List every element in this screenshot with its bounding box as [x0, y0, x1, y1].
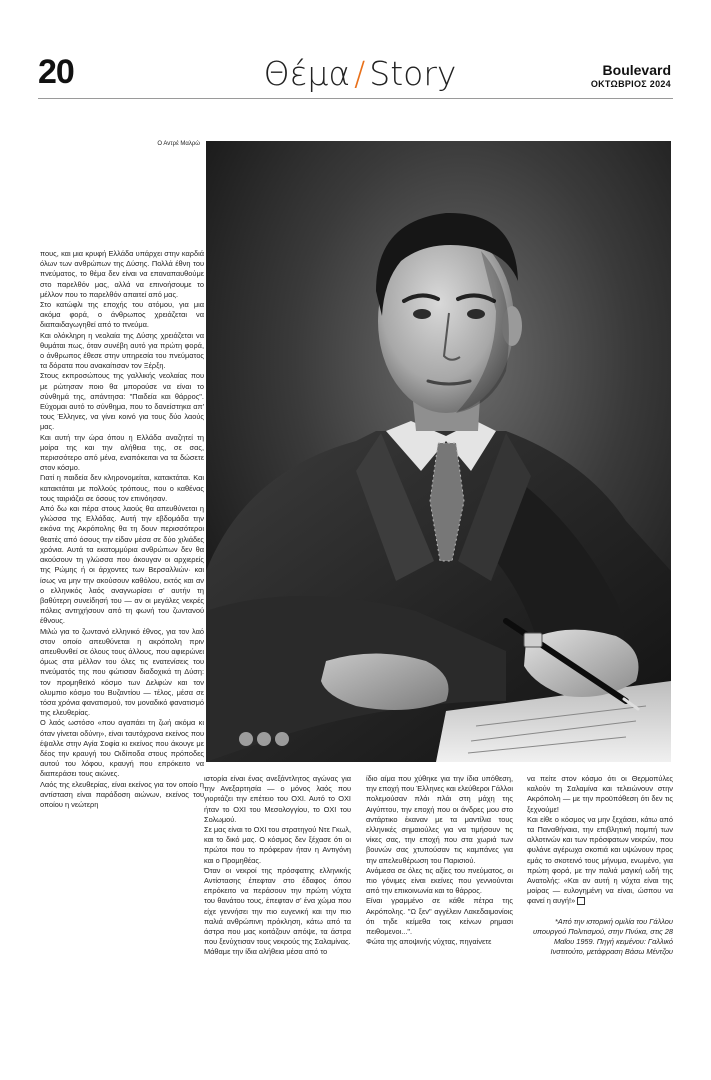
paragraph: Μιλώ για το ζωντανό ελληνικό έθνος, για τον λαό στον οποίο απευθύνεται η ακρόπολη πριν απευθυνθεί σε όλους τους άλλους, που αφιερώνει όμως στα μέλλον του όλες τις ενατενίσεις του πνεύματός της που φώτισαν διαδοχικά τη Δύση: τον προμηθεϊκό κόσμο των Δελφών και τον ολυμπιο κόσμο του Βυζαντίου — τέλος, μέσα σε τόσα χρόνια φανατισμού, τον μοναδικό φανατισμό της ελευθερίας.	[40, 626, 204, 718]
paragraph: ιστορία είναι ένας ανεξάντλητος αγώνας για την Ανεξαρτησία — ο μόνος λαός που γιορτάζει την επέτειο του ΟΧΙ. Αυτό το ΟΧΙ ήταν το ΟΧΙ του Μεσολογγίου, το ΟΧΙ του Σολωμού.	[204, 774, 351, 824]
paragraph-text: Και είθε ο κόσμος να μην ξεχάσει, κάτω από τα Παναθήναια, την επιβλητική πομπή των αλλοτινών και των πρόσφατων νεκρών, που φυλάνε αγέρωχα σκοπιά και υψώνουν προς εμάς το σκοτεινό τους μήνυμα, ενωμένο, για πρώτη φορά, με την παλιά μαγική ωδή της Ανατολής: «Και αν αυτή η νύχτα είναι της μοίρας — ευλογημένη να είναι, ώσπου να φανεί η αυγή!»	[527, 814, 673, 906]
paragraph: Και ολόκληρη η νεολαία της Δύσης χρειάζεται να θυμάται πως, όταν συνέβη αυτό για πρώτη φορά, ο άνθρωπος έθεσε στην υπηρεσία του πνεύματος τα δόρατα που ανακαίτισαν τον Ξέρξη.	[40, 330, 204, 371]
issue-date: ΟΚΤΩΒΡΙΟΣ 2024	[590, 79, 671, 89]
section-main: Θέμα	[263, 54, 351, 93]
article-credit: *Από την ιστορική ομιλία του Γάλλου υπουργού Πολιτισμού, στην Πνύκα, στις 28 Μαΐου 1959. Πηγή κειμένου: Γαλλικό Ινστιτούτο, μετάφραση Βάσω Μέντζου	[532, 916, 673, 957]
page-number: 20	[38, 53, 74, 91]
paragraph: Λαός της ελευθερίας, είναι εκείνος για τον οποίο η αντίσταση είναι παράδοση αιώνων, εκείνος του οποίου η νεώτερη	[40, 779, 204, 809]
article-column-3	[366, 774, 513, 947]
paragraph: ίδιο αίμα που χύθηκε για την ίδια υπόθεση, την εποχή που Έλληνες και ελεύθεροι Γάλλοι πολεμούσαν πλάι πλάι στη μάχη της Αιγύπτου, την εποχή που οι άνδρες μου στο αντάρτικο έκαναν με τα μαντίλια τους ελληνικές σημαιούλες για να τιμήσουν τις νίκες σας, την εποχή που στα χωριά των βουνών σας χτυπούσαν τις καμπάνες για την απελευθέρωση του Παρισιού.	[366, 774, 513, 865]
article-column-4	[527, 774, 673, 957]
paragraph: Ανάμεσα σε όλες τις αξίες του πνεύματος, οι πιο γόνιμες είναι εκείνες που γεννιούνται από την επικοινωνία και το θάρρος.	[366, 865, 513, 896]
article-column-2	[204, 774, 351, 958]
paragraph: Από δω και πέρα στους λαούς θα απευθύνεται η γλώσσα της Ελλάδας. Αυτή την εβδομάδα την εικόνα της Ακρόπολης θα τη δουν περισσότεροι θεατές από όσους την είδαν μέσα σε δύο χιλιάδες χρόνια. Αυτά τα εκατομμύρια ανθρώπων δεν θα ακούσουν τη γλώσσα που άκουγαν οι αρχιερείς της Ρώμης ή οι άρχοντες των Βερσαλλιών· και ίσως να μην την ακούσουν καθόλου, εκτός και αν ο ελληνικός λαός αναγνωρίσει σ' αυτήν τη βαθύτερη συνείδησή του — αν οι μεγάλες νεκρές πόλεις αντηχήσουν από τη φωνή του ζωντανού έθνους.	[40, 504, 204, 626]
paragraph: Γιατί η παιδεία δεν κληρονομείται, κατακτάται. Και κατακτάται με πολλούς τρόπους, που ο καθένας τους ταιριάζει σε όσους τον επινόησαν.	[40, 473, 204, 503]
paragraph: Ο λαός ωστόσο «που αγαπάει τη ζωή ακόμα κι όταν γίνεται οδύνη», είναι ταυτόχρονα εκείνος που έψαλλε στην Αγία Σοφία κι εκείνος που άκουγε με δέος την κραυγή του Οιδίποδα στους πρόποδες αυτού του λόφου, κραυγή που επρόκειτο να διαπεράσει τους αιώνες.	[40, 718, 204, 779]
article-column-1	[40, 249, 204, 810]
paragraph: Στους εκπροσώπους της γαλλικής νεολαίας που με ρώτησαν ποιο θα μπορούσε να είναι το σύνθημά της, απάντησα: "Παιδεία και θάρρος". Εύχομαι αυτό το σύνθημα, που το δανείστηκα απ' τους Έλληνες, να γίνει κοινό για τους δύο λαούς μας.	[40, 371, 204, 432]
section-title	[245, 52, 475, 96]
paragraph	[527, 815, 673, 907]
paragraph: Και αυτή την ώρα όπου η Ελλάδα αναζητεί τη μοίρα της και την αλήθεια της, σε σας, περισσότερο από μένα, εναπόκειται να τα δώσετε στον κόσμο.	[40, 432, 204, 473]
paragraph: Σε μας είναι το ΟΧΙ του στρατηγού Ντε Γκωλ, και το δικό μας. Ο κόσμος δεν ξέχασε ότι οι πρώτοι που το πρόφεραν ήταν η Αντιγόνη και ο Προμηθέας.	[204, 825, 351, 865]
paragraph: να πείτε στον κόσμο ότι οι Θερμοπύλες καλούν τη Σαλαμίνα και τελειώνουν στην Ακρόπολη — με την προϋπόθεση ότι δεν τις ξεχνούμε!	[527, 774, 673, 814]
section-separator: /	[354, 54, 366, 93]
paragraph: Είναι γραμμένο σε κάθε πέτρα της Ακρόπολης. "Ω ξεν" αγγέλειν Λακεδαιμονίοις ότι τηδε κείμεθα τοις κείνων ρημασι πειθομενοι...".	[366, 896, 513, 937]
brand-name: Boulevard	[602, 62, 671, 78]
photo-caption: Ο Αντρέ Μαλρώ	[157, 141, 200, 147]
brand	[591, 62, 671, 90]
paragraph: Φώτα της αποψινής νύχτας, πηγαίνετε	[366, 937, 492, 947]
portrait-photo	[206, 141, 671, 762]
paragraph: Μάθαμε την ίδια αλήθεια μέσα από το	[204, 947, 328, 957]
paragraph: πους, και μια κρυφή Ελλάδα υπάρχει στην καρδιά όλων των ανθρώπων της Δύσης. Πολλά έθνη του πνεύματος, το θέμα δεν είναι να επαναπαυθούμε στο παρελθόν μας, αλλά να επινοήσουμε το μέλλον που το παρελθόν απαιτεί από μας.	[40, 249, 204, 299]
paragraph: Όταν οι νεκροί της πρόσφατης ελληνικής Αντίστασης έπεφταν στο έδαφος όπου επρόκειτο να περάσουν την πρώτη νύχτα του θανάτου τους, έπεφταν σ' ένα χώμα που είχε γεννήσει την πιο ευγενική και την πιο παλιά ανθρώπινη πρόκληση, κάτω από τα άστρα που μας κοιτάζουν απόψε, τα άστρα που ξενύχτισαν τους νεκρούς της Σαλαμίνας.	[204, 865, 351, 947]
end-mark-icon	[577, 897, 585, 905]
paragraph: Στο κατώφλι της εποχής του ατόμου, για μια ακόμα φορά, ο άνθρωπος χρειάζεται να διαπαιδαγωγηθεί από το πνεύμα.	[40, 300, 204, 330]
section-sub: Story	[369, 54, 457, 93]
header-rule	[38, 98, 673, 99]
